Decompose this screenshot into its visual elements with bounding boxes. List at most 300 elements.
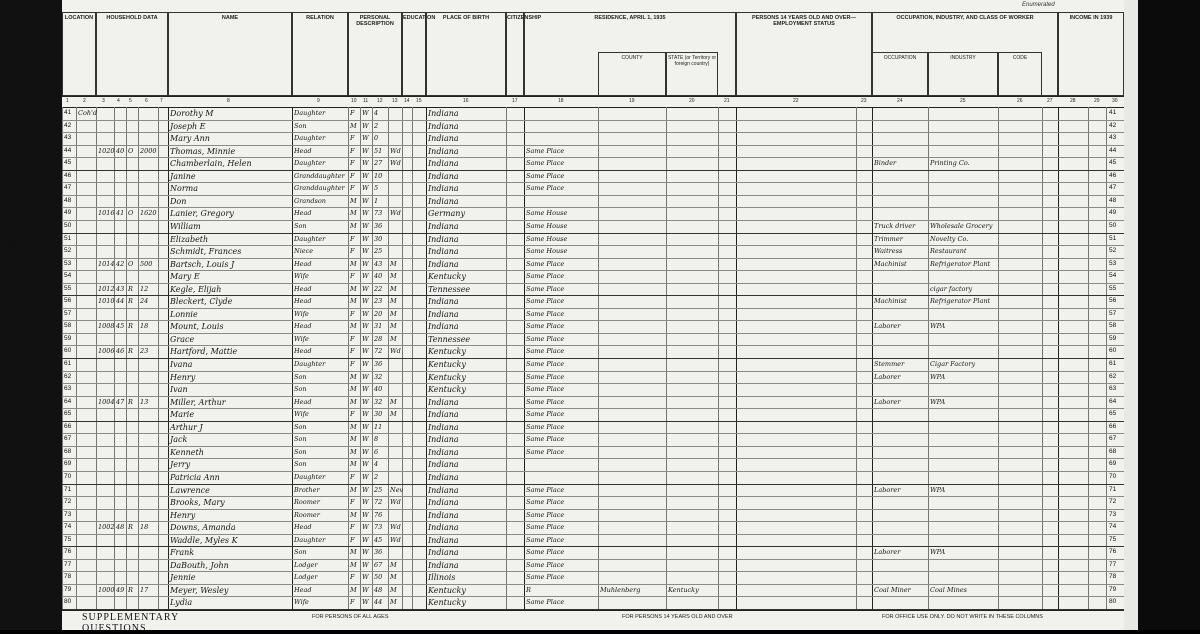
industry-cell: Coal Mines [930,585,968,594]
race-cell: W [362,196,369,205]
age-cell: 43 [374,259,383,268]
relation-cell: Grandson [294,196,326,205]
sex-cell: F [350,573,355,582]
line-number-right: 44 [1109,146,1117,154]
footer-office-use: FOR OFFICE USE ONLY. DO NOT WRITE IN THESE COLUMNS [882,614,1043,620]
birthplace-cell: Indiana [428,485,459,495]
marital-cell: M [390,585,397,594]
residence-1935-cell: Same Place [526,548,565,557]
line-number-right: 45 [1109,159,1117,167]
birthplace-cell: Indiana [428,146,459,156]
line-number-right: 54 [1109,272,1117,280]
line-number-right: 61 [1109,360,1117,367]
race-cell: W [362,410,369,419]
residence-1935-cell: Same Place [526,284,565,293]
relation-cell: Niece [294,247,314,256]
sex-cell: M [350,422,357,431]
marital-cell: M [390,573,397,582]
line-number-right: 79 [1109,585,1117,593]
footer-all-ages: FOR PERSONS OF ALL AGES [312,614,389,620]
line-number: 69 [64,460,72,468]
sex-cell: M [350,297,357,306]
house-number-cell: 1008 [98,322,115,331]
birthplace-cell: Indiana [428,472,459,482]
residence-1935-cell: Same Place [526,385,565,394]
occupation-cell: Laborer [874,548,901,557]
residence-1935-cell: Same Place [526,171,565,180]
person-name-cell: Frank [170,548,195,558]
marital-cell: M [390,560,397,569]
line-number-right: 55 [1109,284,1117,292]
birthplace-cell: Indiana [428,410,459,420]
census-row [62,258,1124,271]
tenure-cell: O [128,209,134,218]
person-name-cell: Kenneth [170,447,204,457]
age-cell: 10 [374,171,383,180]
home-value-cell: 12 [140,284,149,293]
person-name-cell: Schmidt, Frances [170,247,242,257]
occupation-cell: Waitress [874,247,903,256]
race-cell: W [362,447,369,456]
person-name-cell: Ivan [170,385,188,395]
industry-cell: WPA [930,322,946,331]
house-number-cell: 1002 [98,523,115,532]
line-number-right: 51 [1109,234,1117,242]
sex-cell: F [350,523,355,532]
sex-cell: F [350,535,355,544]
line-number-right: 74 [1109,523,1117,531]
person-name-cell: William [170,221,201,231]
census-row [62,371,1124,384]
line-number-right: 53 [1109,259,1117,267]
line-number: 44 [64,146,72,154]
birthplace-cell: Indiana [428,510,459,520]
residence-1935-cell: Same Place [526,272,565,281]
line-number: 79 [64,585,72,593]
header-personal: PERSONAL DESCRIPTION [348,12,402,96]
line-number: 52 [64,247,72,255]
line-number: 43 [64,134,72,142]
relation-cell: Head [294,146,312,155]
person-name-cell: Lonnie [170,309,198,319]
line-number: 65 [64,410,72,418]
relation-cell: Lodger [294,573,318,582]
census-row [62,496,1124,509]
census-row [62,383,1124,396]
industry-cell: WPA [930,372,946,381]
line-number: 51 [64,234,72,242]
tenure-cell: R [128,322,133,331]
age-cell: 30 [374,410,383,419]
age-cell: 6 [374,447,379,456]
home-value-cell: 17 [140,585,149,594]
line-number-right: 59 [1109,334,1117,342]
industry-cell: Refrigerator Plant [930,259,991,268]
line-number: 61 [64,360,72,367]
census-row [62,408,1124,421]
line-number: 60 [64,347,72,355]
census-row [62,120,1124,133]
column-number: 27 [1047,98,1053,104]
line-number-right: 46 [1109,171,1117,179]
relation-cell: Wife [294,309,309,318]
line-number-right: 57 [1109,309,1117,317]
person-name-cell: Mount, Louis [170,322,224,332]
industry-cell: WPA [930,548,946,557]
birthplace-cell: Kentucky [428,272,466,282]
residence-1935-cell: Same Place [526,447,565,456]
residence-1935-cell: Same Place [526,334,565,343]
marital-cell: M [390,259,397,268]
age-cell: 40 [374,385,383,394]
sex-cell: M [350,447,357,456]
residence-1935-cell: Same Place [526,159,565,168]
sex-cell: M [350,485,357,494]
age-cell: 72 [374,498,383,507]
marital-cell: Wd [390,523,401,532]
line-number-right: 78 [1109,573,1117,581]
house-number-cell: 1006 [98,347,115,356]
column-number: 23 [861,98,867,104]
race-cell: W [362,523,369,532]
sex-cell: F [350,360,355,368]
person-name-cell: Downs, Amanda [170,523,236,533]
race-cell: W [362,372,369,381]
column-number: 10 [351,98,357,104]
sex-cell: M [350,460,357,469]
sex-cell: M [350,510,357,519]
age-cell: 1 [374,196,379,205]
home-value-cell: 13 [140,397,149,406]
birthplace-cell: Indiana [428,548,459,558]
census-grid [62,107,1124,610]
age-cell: 0 [374,134,379,143]
tenure-cell: R [128,284,133,293]
residence-1935-cell: Same Place [526,560,565,569]
census-row [62,132,1124,145]
column-number: 15 [416,98,422,104]
person-name-cell: Arthur J [170,422,203,432]
sex-cell: F [350,134,355,143]
census-row [62,559,1124,572]
line-number-right: 66 [1109,422,1117,430]
line-number: 50 [64,221,72,229]
age-cell: 2 [374,472,379,481]
race-cell: W [362,548,369,557]
residence-1935-cell: Same House [526,209,568,218]
occupation-cell: Laborer [874,322,901,331]
line-number-right: 76 [1109,548,1117,556]
birthplace-cell: Kentucky [428,385,466,395]
sex-cell: F [350,171,355,180]
line-number: 74 [64,523,72,531]
birthplace-cell: Indiana [428,196,459,206]
residence-1935-cell: Same Place [526,422,565,431]
age-cell: 32 [374,372,383,381]
person-name-cell: Norma [170,184,198,194]
race-cell: W [362,397,369,406]
census-row [62,571,1124,584]
line-number: 58 [64,322,72,330]
census-row [62,220,1124,233]
visit-number-cell: 40 [116,146,125,155]
occupation-cell: Machinist [874,297,907,306]
census-row [62,584,1124,597]
column-number: 16 [463,98,469,104]
header-birth: PLACE OF BIRTH [426,12,506,96]
person-name-cell: Kegle, Elijah [170,284,222,294]
column-number: 24 [897,98,903,104]
marital-cell: M [390,598,397,607]
marital-cell: M [390,397,397,406]
relation-cell: Wife [294,272,309,281]
age-cell: 44 [374,598,383,607]
column-number: 28 [1070,98,1076,104]
tenure-cell: O [128,146,134,155]
relation-cell: Son [294,435,307,444]
marital-cell: M [390,322,397,331]
sex-cell: M [350,385,357,394]
column-number: 4 [117,98,120,104]
age-cell: 32 [374,397,383,406]
column-number: 21 [724,98,730,104]
line-number: 53 [64,259,72,267]
sex-cell: M [350,322,357,331]
relation-cell: Wife [294,410,309,419]
race-cell: W [362,284,369,293]
person-name-cell: Henry [170,372,196,382]
tenure-cell: R [128,585,133,594]
age-cell: 36 [374,360,383,368]
residence-1935-cell: R [526,585,531,594]
line-number: 72 [64,498,72,506]
age-cell: 45 [374,535,383,544]
race-cell: W [362,460,369,469]
race-cell: W [362,171,369,180]
subheader-county: COUNTY [598,52,666,96]
industry-cell: Wholesale Grocery [930,221,993,230]
line-number: 67 [64,435,72,443]
marital-cell: Wd [390,146,401,155]
person-name-cell: Miller, Arthur [170,397,226,407]
sex-cell: F [350,247,355,256]
relation-cell: Roomer [294,498,320,507]
industry-cell: Cigar Factory [930,360,976,368]
line-number: 78 [64,573,72,581]
line-number-right: 70 [1109,472,1117,480]
census-row [62,283,1124,296]
header-employment: PERSONS 14 YEARS OLD AND OVER—EMPLOYMENT STATUS [736,12,872,96]
line-number: 71 [64,485,72,493]
residence-1935-cell: Same Place [526,523,565,532]
person-name-cell: Joseph E [170,121,206,131]
age-cell: 25 [374,247,383,256]
race-cell: W [362,347,369,356]
column-number: 9 [317,98,320,104]
street-margin-note: Street: Delaware Street [8,221,18,330]
line-number-right: 68 [1109,447,1117,455]
column-number: 8 [227,98,230,104]
relation-cell: Head [294,322,312,331]
industry-cell: cigar factory [930,284,973,293]
person-name-cell: Lanier, Gregory [170,209,234,219]
industry-cell: Refrigerator Plant [930,297,991,306]
census-row [62,233,1124,246]
home-value-cell: 23 [140,347,149,356]
marital-cell: Wd [390,159,401,168]
person-name-cell: Jerry [170,460,191,470]
age-cell: 76 [374,510,383,519]
relation-cell: Wife [294,334,309,343]
column-number: 30 [1112,98,1118,104]
sex-cell: F [350,309,355,318]
line-number-right: 65 [1109,410,1117,418]
person-name-cell: DaBouth, John [170,560,229,570]
sex-cell: M [350,585,357,594]
age-cell: 73 [374,209,383,218]
census-row [62,358,1124,371]
person-name-cell: Mary E [170,272,200,282]
column-number: 20 [689,98,695,104]
relation-cell: Wife [294,598,309,607]
sex-cell: F [350,472,355,481]
residence-1935-cell: Same Place [526,598,565,607]
house-number-cell: 1020 [98,146,115,155]
person-name-cell: Ivana [170,360,193,369]
census-row [62,433,1124,446]
industry-cell: Printing Co. [930,159,970,168]
relation-cell: Roomer [294,510,320,519]
column-number: 1 [66,98,69,104]
column-number: 18 [558,98,564,104]
census-row [62,471,1124,484]
birthplace-cell: Indiana [428,435,459,445]
relation-cell: Daughter [294,109,326,117]
marital-cell: Wd [390,209,401,218]
column-number: 13 [392,98,398,104]
person-name-cell: Chamberlain, Helen [170,159,252,169]
relation-cell: Son [294,221,307,230]
census-row [62,546,1124,559]
line-number: 54 [64,272,72,280]
line-number-right: 43 [1109,134,1117,142]
column-headers [62,12,1124,104]
line-number-right: 50 [1109,221,1117,229]
occupation-cell: Truck driver [874,221,916,230]
age-cell: 50 [374,573,383,582]
relation-cell: Son [294,548,307,557]
relation-cell: Brother [294,485,320,494]
age-cell: 5 [374,184,379,193]
occupation-cell: Stemmer [874,360,905,368]
birthplace-cell: Indiana [428,309,459,319]
race-cell: W [362,184,369,193]
race-cell: W [362,573,369,582]
birthplace-cell: Indiana [428,247,459,257]
line-number: 48 [64,196,72,204]
sex-cell: M [350,209,357,218]
line-number-right: 47 [1109,184,1117,192]
line-number-right: 58 [1109,322,1117,330]
age-cell: 72 [374,347,383,356]
house-number-cell: 1016 [98,209,115,218]
line-number: 45 [64,159,72,167]
person-name-cell: Marie [170,410,195,420]
line-number: 77 [64,560,72,568]
industry-cell: WPA [930,397,946,406]
relation-cell: Daughter [294,159,326,168]
race-cell: W [362,560,369,569]
marital-cell: Wd [390,347,401,356]
census-row [62,484,1124,497]
birthplace-cell: Indiana [428,460,459,470]
birthplace-cell: Kentucky [428,372,466,382]
residence-1935-cell: Same Place [526,535,565,544]
sex-cell: M [350,196,357,205]
census-row [62,396,1124,409]
column-number: 25 [960,98,966,104]
sex-cell: M [350,221,357,230]
relation-cell: Daughter [294,360,326,368]
header-name: NAME [168,12,292,96]
line-number: 66 [64,422,72,430]
column-number: 19 [629,98,635,104]
person-name-cell: Brooks, Mary [170,498,225,508]
relation-cell: Daughter [294,535,326,544]
census-row [62,596,1124,609]
residence-1935-cell: Same Place [526,259,565,268]
footer-14-over: FOR PERSONS 14 YEARS OLD AND OVER [622,614,733,620]
residence-1935-cell: Same Place [526,322,565,331]
person-name-cell: Meyer, Wesley [170,585,229,595]
race-cell: W [362,121,369,130]
person-name-cell: Grace [170,334,195,344]
race-cell: W [362,146,369,155]
residence-1935-cell: Same Place [526,360,565,368]
column-number: 29 [1094,98,1100,104]
house-number-cell: 1010 [98,297,115,306]
relation-cell: Son [294,385,307,394]
column-number: 26 [1017,98,1023,104]
header-residence: RESIDENCE, APRIL 1, 1935 [524,12,736,96]
sex-cell: M [350,560,357,569]
race-cell: W [362,472,369,481]
birthplace-cell: Indiana [428,121,459,131]
occupation-cell: Laborer [874,372,901,381]
race-cell: W [362,498,369,507]
line-number-right: 67 [1109,435,1117,443]
line-number: 41 [64,109,72,116]
relation-cell: Head [294,297,312,306]
header-citizenship: CITIZENSHIP [506,12,524,96]
column-number: 2 [83,98,86,104]
birthplace-cell: Indiana [428,184,459,194]
census-row [62,521,1124,534]
census-row [62,308,1124,321]
person-name-cell: Mary Ann [170,134,210,144]
census-row [62,421,1124,434]
race-cell: W [362,485,369,494]
person-name-cell: Thomas, Minnie [170,146,236,156]
tenure-cell: O [128,259,134,268]
sex-cell: F [350,184,355,193]
race-cell: W [362,297,369,306]
line-number-right: 73 [1109,510,1117,518]
home-value-cell: 18 [140,523,149,532]
age-cell: 30 [374,234,383,243]
left-scan-margin [0,0,62,630]
birthplace-cell: Indiana [428,535,459,545]
